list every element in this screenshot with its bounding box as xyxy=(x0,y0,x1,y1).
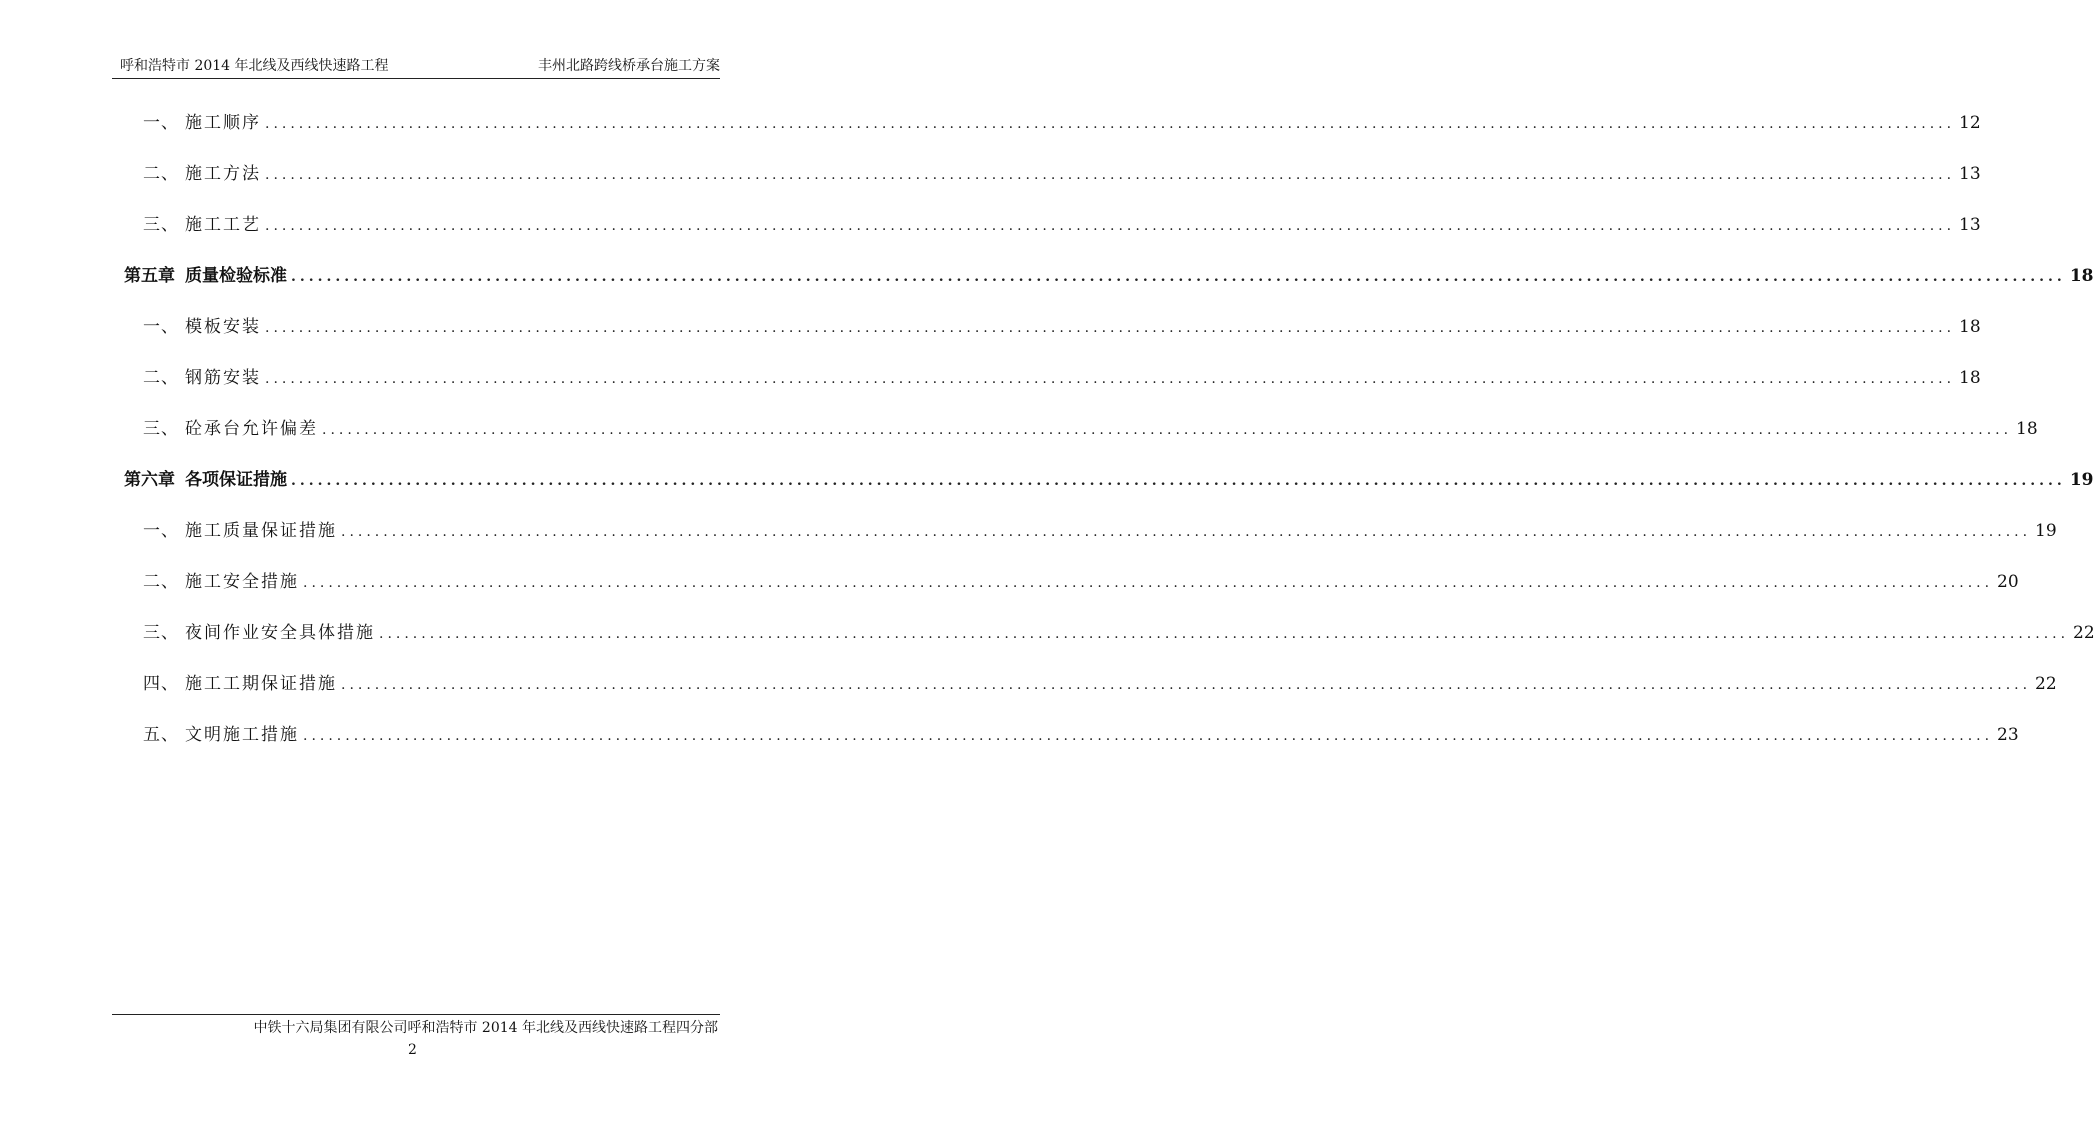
page-header xyxy=(112,54,720,79)
toc-section-entry[interactable] xyxy=(143,159,1981,189)
footer-organization: 中铁十六局集团有限公司呼和浩特市 2014 年北线及西线快速路工程四分部 xyxy=(253,1020,718,1036)
toc-entry-page: 19 xyxy=(2035,521,2057,541)
toc-dot-leader: ........................................................................................................................................................................................................ xyxy=(341,677,2032,693)
toc-entry-number: 第六章 xyxy=(124,470,175,490)
toc-entry-title: 施工顺序 xyxy=(185,113,261,133)
toc-section-entry[interactable] xyxy=(143,210,1981,240)
header-project-title: 呼和浩特市 2014 年北线及西线快速路工程 xyxy=(120,58,389,74)
toc-entry-page: 23 xyxy=(1997,725,2019,745)
toc-entry-page: 12 xyxy=(1959,113,1981,133)
toc-section-entry[interactable] xyxy=(143,720,2019,750)
toc-entry-number: 一、 xyxy=(143,113,179,133)
toc-entry-title: 施工工艺 xyxy=(185,215,261,235)
toc-dot-leader: ........................................................................................................................................................................................................ xyxy=(291,269,2066,285)
toc-entry-title: 各项保证措施 xyxy=(185,470,287,490)
toc-section-entry[interactable] xyxy=(143,516,2057,546)
page-number: 2 xyxy=(408,1042,417,1058)
toc-entry-page: 13 xyxy=(1959,164,1981,184)
toc-entry-title: 施工质量保证措施 xyxy=(185,521,337,541)
toc-dot-leader: ........................................................................................................................................................................................................ xyxy=(303,728,1994,744)
toc-dot-leader: ........................................................................................................................................................................................................ xyxy=(379,626,2070,642)
toc-entry-page: 18 xyxy=(1959,317,1981,337)
toc-entry-number: 三、 xyxy=(143,419,179,439)
toc-entry-number: 四、 xyxy=(143,674,179,694)
toc-section-entry[interactable] xyxy=(143,363,1981,393)
toc-section-entry[interactable] xyxy=(143,414,2038,444)
toc-entry-page: 18 xyxy=(1959,368,1981,388)
toc-entry-title: 文明施工措施 xyxy=(185,725,299,745)
toc-section-entry[interactable] xyxy=(143,618,2095,648)
toc-entry-title: 夜间作业安全具体措施 xyxy=(185,623,375,643)
toc-dot-leader: ........................................................................................................................................................................................................ xyxy=(265,371,1956,387)
toc-dot-leader: ........................................................................................................................................................................................................ xyxy=(265,218,1956,234)
toc-entry-page: 13 xyxy=(1959,215,1981,235)
toc-entry-number: 三、 xyxy=(143,623,179,643)
toc-entry-title: 施工方法 xyxy=(185,164,261,184)
toc-entry-page: 22 xyxy=(2073,623,2095,643)
toc-section-entry[interactable] xyxy=(143,669,2057,699)
toc-entry-number: 二、 xyxy=(143,368,179,388)
toc-entry-number: 二、 xyxy=(143,572,179,592)
toc-entry-title: 施工安全措施 xyxy=(185,572,299,592)
footer-divider xyxy=(112,1014,720,1015)
toc-dot-leader: ........................................................................................................................................................................................................ xyxy=(265,320,1956,336)
toc-entry-page: 22 xyxy=(2035,674,2057,694)
toc-entry-page: 18 xyxy=(2016,419,2038,439)
toc-chapter-entry[interactable] xyxy=(124,465,2094,495)
toc-dot-leader: ........................................................................................................................................................................................................ xyxy=(265,167,1956,183)
toc-entry-number: 二、 xyxy=(143,164,179,184)
toc-section-entry[interactable] xyxy=(143,108,1981,138)
toc-entry-number: 一、 xyxy=(143,317,179,337)
toc-entry-title: 砼承台允许偏差 xyxy=(185,419,318,439)
toc-entry-title: 钢筋安装 xyxy=(185,368,261,388)
toc-entry-number: 第五章 xyxy=(124,266,175,286)
toc-dot-leader: ........................................................................................................................................................................................................ xyxy=(322,422,2013,438)
toc-entry-page: 18 xyxy=(2069,266,2094,286)
header-document-title: 丰州北路跨线桥承台施工方案 xyxy=(538,58,720,74)
toc-section-entry[interactable] xyxy=(143,567,2019,597)
toc-dot-leader: ........................................................................................................................................................................................................ xyxy=(265,116,1956,132)
toc-dot-leader: ........................................................................................................................................................................................................ xyxy=(291,473,2066,489)
toc-entry-number: 五、 xyxy=(143,725,179,745)
toc-entry-page: 20 xyxy=(1997,572,2019,592)
toc-entry-number: 三、 xyxy=(143,215,179,235)
toc-dot-leader: ........................................................................................................................................................................................................ xyxy=(341,524,2032,540)
toc-entry-page: 19 xyxy=(2069,470,2094,490)
toc-chapter-entry[interactable] xyxy=(124,261,2094,291)
toc-entry-title: 施工工期保证措施 xyxy=(185,674,337,694)
toc-entry-number: 一、 xyxy=(143,521,179,541)
toc-section-entry[interactable] xyxy=(143,312,1981,342)
toc-entry-title: 质量检验标准 xyxy=(185,266,287,286)
toc-dot-leader: ........................................................................................................................................................................................................ xyxy=(303,575,1994,591)
toc-entry-title: 模板安装 xyxy=(185,317,261,337)
